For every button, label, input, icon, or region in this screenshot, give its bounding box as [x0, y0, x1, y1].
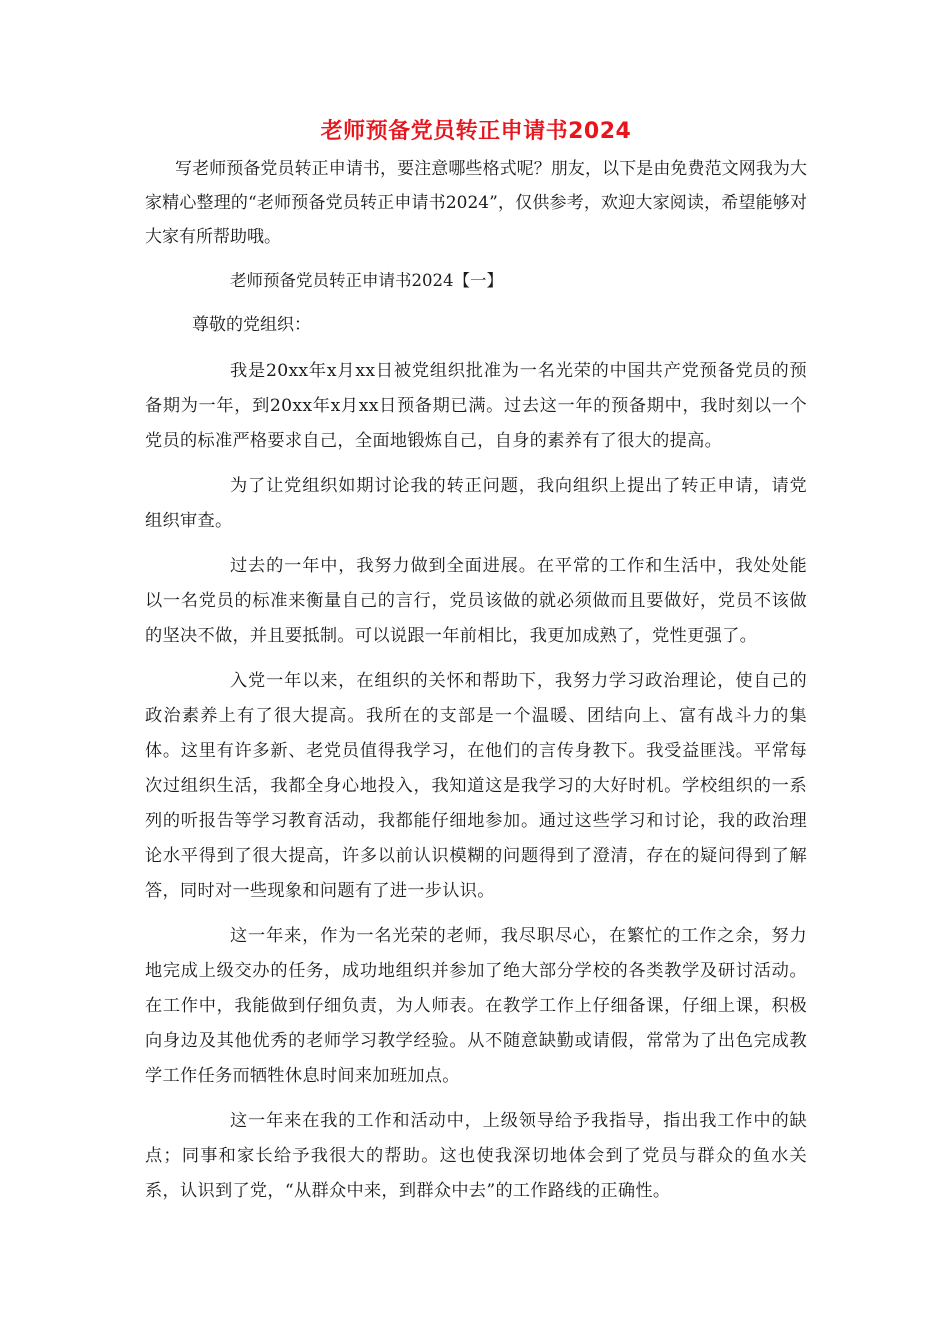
body-paragraph: 入党一年以来，在组织的关怀和帮助下，我努力学习政治理论，使自己的政治素养上有了很大提高。我所在的支部是一个温暖、团结向上、富有战斗力的集体。这里有许多新、老党员值得我学习，在他们的言传身教下。我受益匪浅。平常每次过组织生活，我都全身心地投入，我知道这是我学习的大好时机。学校组织的一系列的听报告等学习教育活动，我都能仔细地参加。通过这些学习和讨论，我的政治理论水平得到了很大提高，许多以前认识模糊的问题得到了澄清，存在的疑问得到了解答，同时对一些现象和问题有了进一步认识。	[145, 671, 807, 901]
document-page	[145, 112, 807, 1219]
body-paragraph: 过去的一年中，我努力做到全面进展。在平常的工作和生活中，我处处能以一名党员的标准来衡量自己的言行，党员该做的就必须做而且要做好，党员不该做的坚决不做，并且要抵制。可以说跟一年前相比，我更加成熟了，党性更强了。	[145, 556, 807, 646]
section-heading: 老师预备党员转正申请书2024【一】	[230, 271, 503, 290]
document-title: 老师预备党员转正申请书2024	[320, 119, 632, 144]
body-paragraph: 我是20xx年x月xx日被党组织批准为一名光荣的中国共产党预备党员的预备期为一年，到20xx年x月xx日预备期已满。过去这一年的预备期中，我时刻以一个党员的标准严格要求自己，全面地锻炼自己，自身的素养有了很大的提高。	[145, 361, 807, 451]
body-paragraph: 为了让党组织如期讨论我的转正问题，我向组织上提出了转正申请，请党组织审查。	[145, 476, 807, 531]
body-paragraph: 这一年来，作为一名光荣的老师，我尽职尽心，在繁忙的工作之余，努力地完成上级交办的任务，成功地组织并参加了绝大部分学校的各类教学及研讨活动。在工作中，我能做到仔细负责，为人师表。在教学工作上仔细备课，仔细上课，积极向身边及其他优秀的老师学习教学经验。从不随意缺勤或请假，常常为了出色完成教学工作任务而牺牲休息时间来加班加点。	[145, 926, 807, 1086]
salutation: 尊敬的党组织：	[192, 315, 311, 335]
intro-paragraph: 写老师预备党员转正申请书，要注意哪些格式呢？朋友，以下是由免费范文网我为大家精心整理的“老师预备党员转正申请书2024”，仅供参考，欢迎大家阅读，希望能够对大家有所帮助哦。	[145, 159, 807, 247]
body-paragraph: 这一年来在我的工作和活动中，上级领导给予我指导，指出我工作中的缺点；同事和家长给予我很大的帮助。这也使我深切地体会到了党员与群众的鱼水关系，认识到了党，“从群众中来，到群众中去”的工作路线的正确性。	[145, 1111, 807, 1201]
